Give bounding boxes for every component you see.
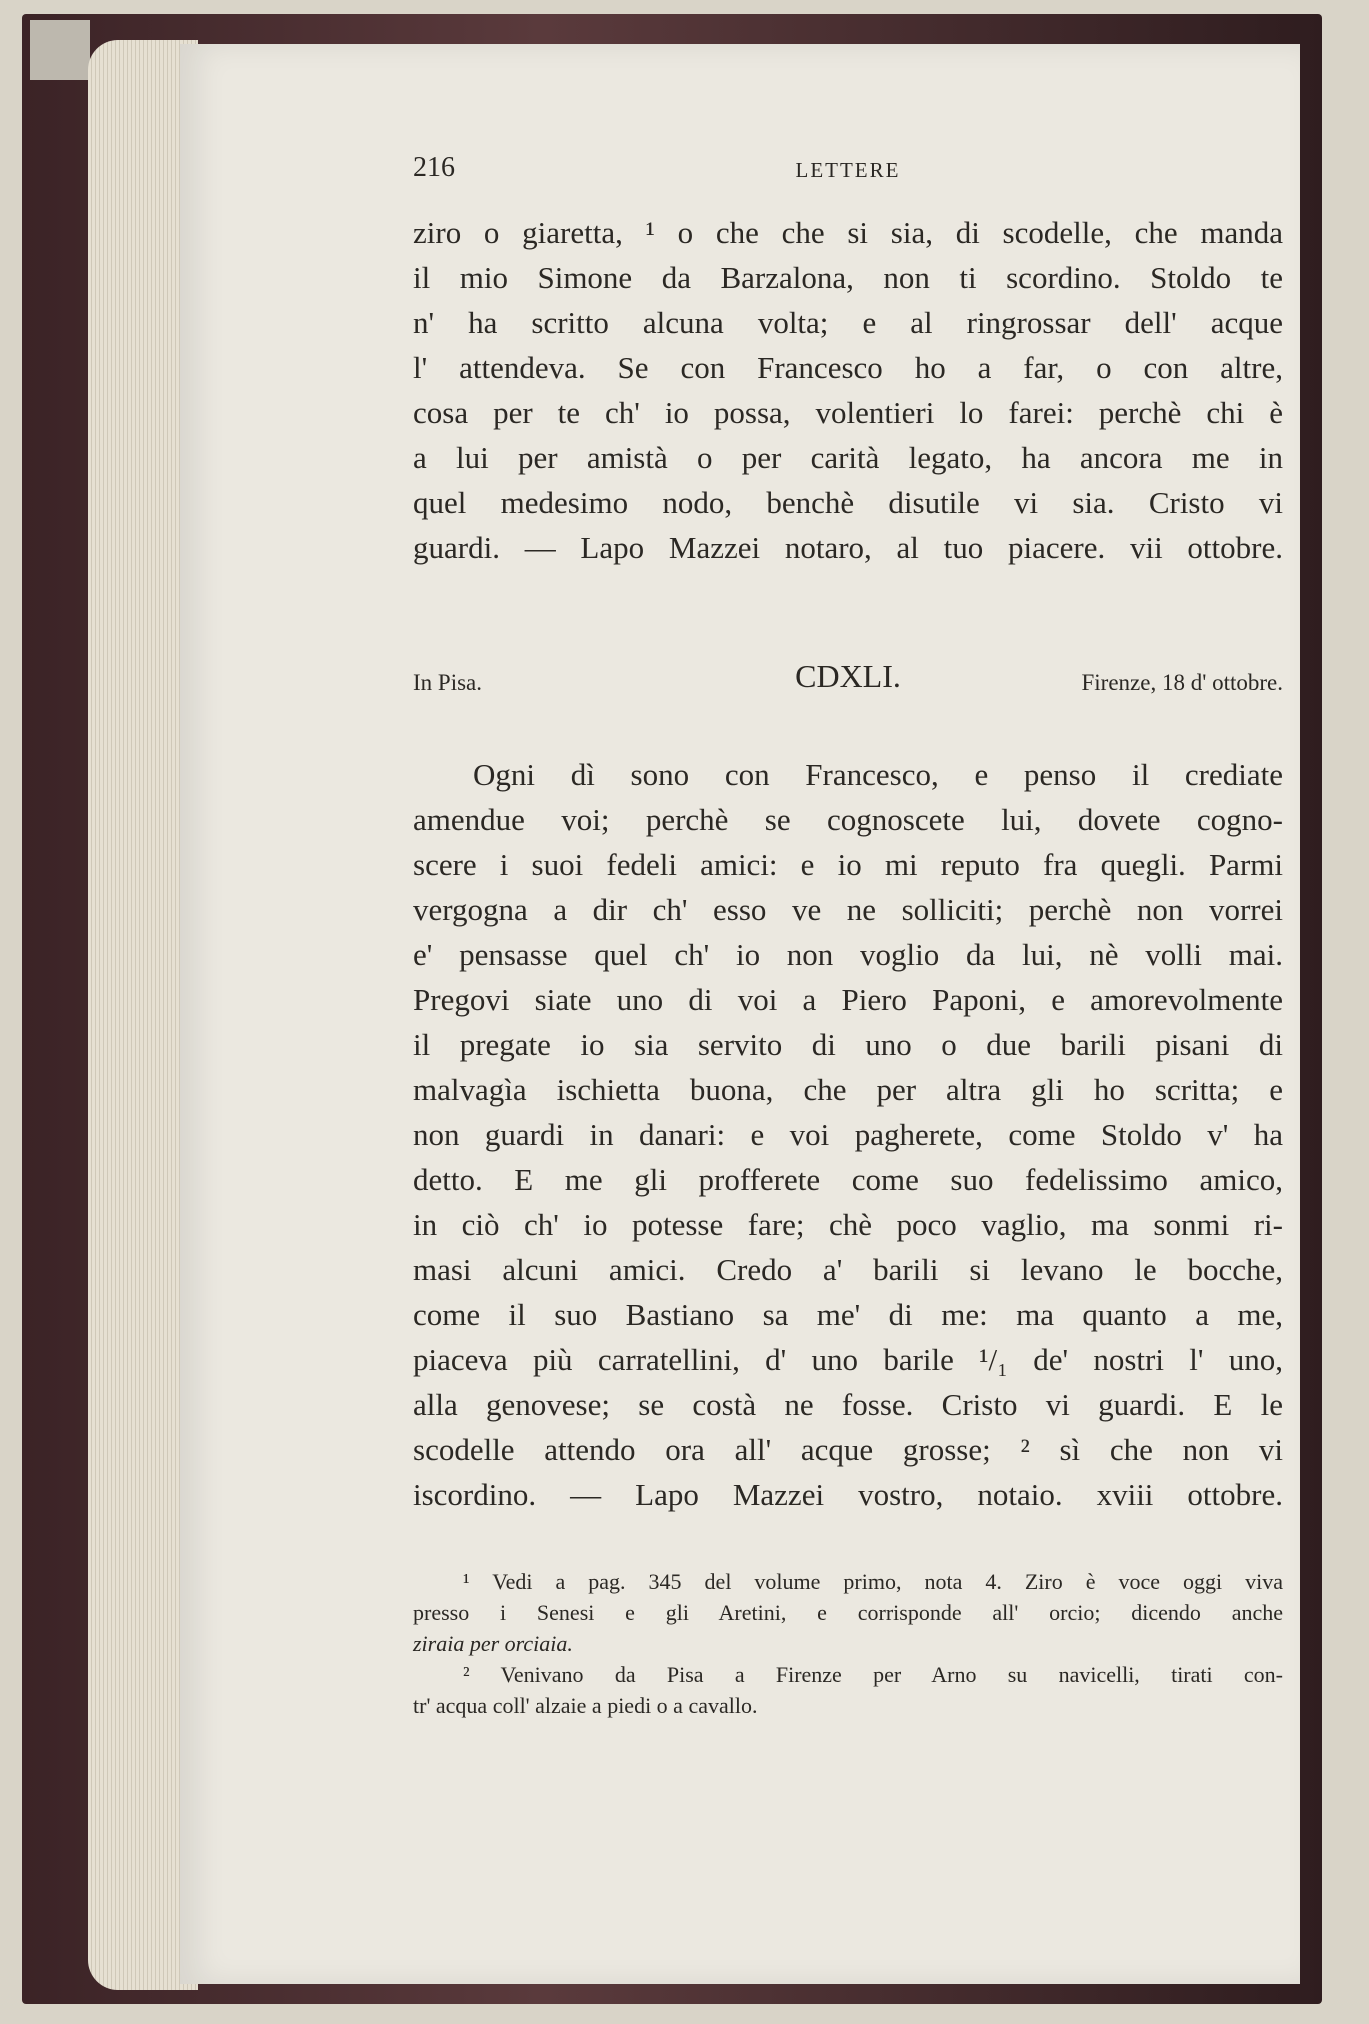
text-line: n' ha scritto alcuna volta; e al ringrossar dell' acque bbox=[413, 305, 1283, 340]
text-line: alla genovese; se costà ne fosse. Cristo vi guardi. E le bbox=[413, 1387, 1283, 1422]
cover-corner bbox=[30, 20, 90, 80]
text-line: il pregate io sia servito di uno o due barili pisani di bbox=[413, 1027, 1283, 1062]
text-line: e' pensasse quel ch' io non voglio da lui, nè volli mai. bbox=[413, 937, 1283, 972]
text-line: piaceva più carratellini, d' uno barile ¹/₁ de' nostri l' uno, bbox=[413, 1342, 1283, 1377]
text-line: ziro o giaretta, ¹ o che che si sia, di scodelle, che manda bbox=[413, 215, 1283, 250]
text-line: iscordino. — Lapo Mazzei vostro, notaio. xviii ottobre. bbox=[413, 1477, 1283, 1512]
text-line: detto. E me gli profferete come suo fedelissimo amico, bbox=[413, 1162, 1283, 1197]
text-line: scodelle attendo ora all' acque grosse; ² sì che non vi bbox=[413, 1432, 1283, 1467]
text-line: non guardi in danari: e voi pagherete, come Stoldo v' ha bbox=[413, 1117, 1283, 1152]
text-line: masi alcuni amici. Credo a' barili si levano le bocche, bbox=[413, 1252, 1283, 1287]
page-header bbox=[413, 152, 1283, 192]
letter-address: In Pisa. bbox=[413, 670, 482, 695]
letter-number: CDXLI. bbox=[795, 658, 901, 694]
text-line: cosa per te ch' io possa, volentieri lo farei: perchè chi è bbox=[413, 395, 1283, 430]
text-line: in ciò ch' io potesse fare; chè poco vaglio, ma sonmi ri- bbox=[413, 1207, 1283, 1242]
text-line: amendue voi; perchè se cognoscete lui, dovete cogno- bbox=[413, 802, 1283, 837]
text-line: a lui per amistà o per carità legato, ha ancora me in bbox=[413, 440, 1283, 475]
letter-heading bbox=[413, 658, 1283, 702]
text-line: guardi. — Lapo Mazzei notaro, al tuo piacere. vii ottobre. bbox=[413, 530, 1283, 565]
text-line: vergogna a dir ch' esso ve ne solliciti; perchè non vorrei bbox=[413, 892, 1283, 927]
footnote-line: ² Venivano da Pisa a Firenze per Arno su navicelli, tirati con- bbox=[463, 1662, 1283, 1687]
text-line: Ogni dì sono con Francesco, e penso il crediate bbox=[473, 757, 1283, 792]
running-title: LETTERE bbox=[795, 158, 901, 182]
text-line: l' attendeva. Se con Francesco ho a far, o con altre, bbox=[413, 350, 1283, 385]
text-line: malvagìa ischietta buona, che per altra gli ho scritta; e bbox=[413, 1072, 1283, 1107]
page-number: 216 bbox=[413, 152, 455, 183]
footnote-line: tr' acqua coll' alzaie a piedi o a cavallo. bbox=[413, 1693, 758, 1718]
text-line: come il suo Bastiano sa me' di me: ma quanto a me, bbox=[413, 1297, 1283, 1332]
text-line: quel medesimo nodo, benchè disutile vi sia. Cristo vi bbox=[413, 485, 1283, 520]
footnote-line: presso i Senesi e gli Aretini, e corrisponde all' orcio; dicendo anche bbox=[413, 1600, 1283, 1625]
letter-place-date: Firenze, 18 d' ottobre. bbox=[1081, 670, 1283, 695]
text-line: Pregovi siate uno di voi a Piero Paponi, e amorevolmente bbox=[413, 982, 1283, 1017]
text-line: il mio Simone da Barzalona, non ti scordino. Stoldo te bbox=[413, 260, 1283, 295]
footnotes bbox=[413, 1566, 1283, 1721]
letter-2-body bbox=[413, 752, 1283, 1517]
letter-1-body bbox=[413, 210, 1283, 570]
footnote-line: ziraia per orciaia. bbox=[413, 1631, 573, 1656]
text-line: scere i suoi fedeli amici: e io mi reputo fra quegli. Parmi bbox=[413, 847, 1283, 882]
footnote-line: ¹ Vedi a pag. 345 del volume primo, nota 4. Ziro è voce oggi viva bbox=[463, 1569, 1283, 1594]
